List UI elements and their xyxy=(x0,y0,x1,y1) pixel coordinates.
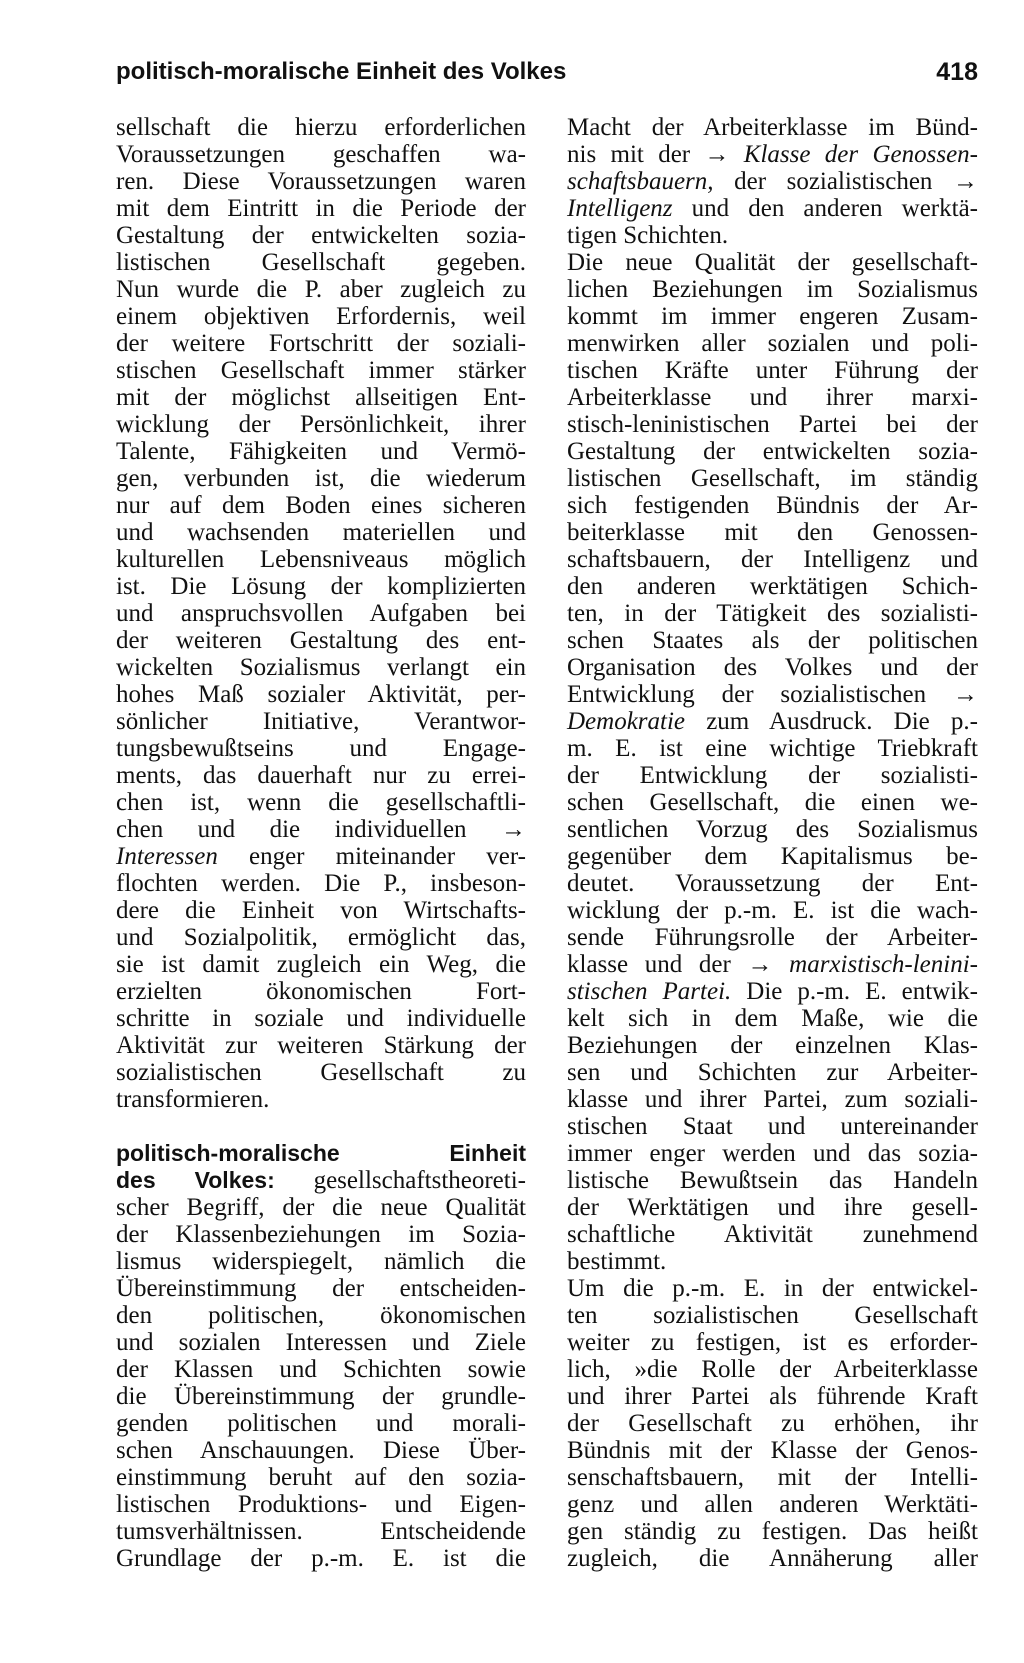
cross-reference: stischen Partei. xyxy=(567,978,732,1005)
text-line xyxy=(116,762,526,789)
text-line xyxy=(567,1545,978,1572)
line-text: schen Gesellschaft, die einen we- xyxy=(567,789,978,816)
line-text: der Klassenbeziehungen im Sozia- xyxy=(116,1221,526,1248)
cross-reference: marxistisch-lenini- xyxy=(789,951,978,978)
text-line xyxy=(116,276,526,303)
line-text: kulturellen Lebensniveaus möglich xyxy=(116,546,526,573)
text-line xyxy=(567,411,978,438)
line-text: nis mit der → xyxy=(567,141,744,168)
line-text: listischen Gesellschaft gegeben. xyxy=(116,249,526,276)
line-text: schaftliche Aktivität zunehmend xyxy=(567,1221,978,1248)
line-text: tigen Schichten. xyxy=(567,222,729,249)
line-text: enger miteinander ver- xyxy=(217,843,526,870)
line-text: deutet. Voraussetzung der Ent- xyxy=(567,870,978,897)
line-text: kelt sich in dem Maße, wie die xyxy=(567,1005,978,1032)
text-line xyxy=(116,1032,526,1059)
text-line xyxy=(567,1113,978,1140)
text-line xyxy=(116,1410,526,1437)
text-line xyxy=(116,1356,526,1383)
text-line xyxy=(116,627,526,654)
line-text: mit dem Eintritt in die Periode der xyxy=(116,195,526,222)
text-line xyxy=(116,924,526,951)
line-text: ten sozialistischen Gesellschaft xyxy=(567,1302,978,1329)
line-text: listischen Gesellschaft, im ständig xyxy=(567,465,978,492)
text-line xyxy=(116,303,526,330)
line-text: Organisation des Volkes und der xyxy=(567,654,978,681)
text-line xyxy=(116,978,526,1005)
line-text: und den anderen werktä- xyxy=(672,195,978,222)
text-line xyxy=(567,654,978,681)
text-line xyxy=(567,1356,978,1383)
text-line xyxy=(567,627,978,654)
line-text: gen ständig zu festigen. Das heißt xyxy=(567,1518,978,1545)
text-line xyxy=(567,1221,978,1248)
line-text: Arbeiterklasse und ihrer marxi- xyxy=(567,384,978,411)
line-text: stisch-leninistischen Partei bei der xyxy=(567,411,978,438)
line-text: der Entwicklung der sozialisti- xyxy=(567,762,978,789)
running-head-title: politisch-moralische Einheit des Volkes xyxy=(116,58,567,85)
line-text: Übereinstimmung der entscheiden- xyxy=(116,1275,526,1302)
text-line xyxy=(116,492,526,519)
text-line xyxy=(567,1059,978,1086)
text-line xyxy=(116,1221,526,1248)
text-line xyxy=(567,519,978,546)
line-text: und ihrer Partei als führende Kraft xyxy=(567,1383,978,1410)
line-text: und Sozialpolitik, ermöglicht das, xyxy=(116,924,526,951)
text-line xyxy=(116,681,526,708)
line-text: dere die Einheit von Wirtschafts- xyxy=(116,897,526,924)
text-line xyxy=(116,1329,526,1356)
text-line xyxy=(116,222,526,249)
text-line xyxy=(116,654,526,681)
text-line xyxy=(116,1248,526,1275)
text-line xyxy=(116,1491,526,1518)
cross-reference: schaftsbauern, xyxy=(567,168,714,195)
line-text: Gestaltung der entwickelten sozia- xyxy=(116,222,526,249)
cross-reference: Demokratie xyxy=(567,708,686,735)
text-line xyxy=(567,978,978,1005)
text-line xyxy=(116,573,526,600)
text-line xyxy=(567,762,978,789)
line-text: der sozialistischen → xyxy=(713,168,978,195)
line-text: gegenüber dem Kapitalismus be- xyxy=(567,843,978,870)
line-text: Grundlage der p.-m. E. ist die xyxy=(116,1545,526,1572)
left-text-column xyxy=(116,114,526,1572)
text-line xyxy=(116,249,526,276)
text-line xyxy=(116,708,526,735)
line-text: immer enger werden und das sozia- xyxy=(567,1140,978,1167)
text-line xyxy=(567,168,978,195)
text-line xyxy=(116,357,526,384)
text-line xyxy=(116,735,526,762)
line-text: wicklung der p.-m. E. ist die wach- xyxy=(567,897,978,924)
line-text: zugleich, die Annäherung aller xyxy=(567,1545,978,1572)
text-line xyxy=(567,1140,978,1167)
text-line xyxy=(116,465,526,492)
line-text: wickelten Sozialismus verlangt ein xyxy=(116,654,526,681)
line-text: der Werktätigen und ihre gesell- xyxy=(567,1194,978,1221)
page-number: 418 xyxy=(936,58,978,86)
line-text: Beziehungen der einzelnen Klas- xyxy=(567,1032,978,1059)
text-line xyxy=(116,600,526,627)
line-text: einstimmung beruht auf den sozia- xyxy=(116,1464,526,1491)
text-line xyxy=(567,600,978,627)
text-line xyxy=(116,1194,526,1221)
text-line xyxy=(116,1383,526,1410)
text-line xyxy=(567,1086,978,1113)
text-line xyxy=(567,114,978,141)
text-line xyxy=(567,222,978,249)
line-text: erzielten ökonomischen Fort- xyxy=(116,978,526,1005)
text-line xyxy=(567,735,978,762)
text-line xyxy=(567,1329,978,1356)
line-text: und wachsenden materiellen und xyxy=(116,519,526,546)
text-line xyxy=(567,816,978,843)
text-line xyxy=(567,465,978,492)
line-text: genden politischen und morali- xyxy=(116,1410,526,1437)
text-line xyxy=(567,276,978,303)
line-text: tischen Kräfte unter Führung der xyxy=(567,357,978,384)
line-text: tungsbewußtseins und Engage- xyxy=(116,735,526,762)
running-header xyxy=(116,56,978,96)
text-line xyxy=(116,114,526,141)
text-line xyxy=(567,573,978,600)
text-line xyxy=(116,1086,526,1113)
headword: des Volkes: xyxy=(116,1167,275,1193)
text-line xyxy=(567,1464,978,1491)
line-text: transformieren. xyxy=(116,1086,270,1113)
line-text: lichen Beziehungen im Sozialismus xyxy=(567,276,978,303)
text-line xyxy=(116,519,526,546)
line-text: Voraussetzungen geschaffen wa- xyxy=(116,141,526,168)
line-text: und sozialen Interessen und Ziele xyxy=(116,1329,526,1356)
text-line xyxy=(567,1248,978,1275)
line-text: menwirken aller sozialen und poli- xyxy=(567,330,978,357)
text-line xyxy=(567,897,978,924)
cross-reference: Interessen xyxy=(116,843,218,870)
text-line xyxy=(116,816,526,843)
text-line xyxy=(567,303,978,330)
text-line xyxy=(116,195,526,222)
line-text: Entwicklung der sozialistischen → xyxy=(567,681,978,708)
text-line xyxy=(116,1005,526,1032)
text-line xyxy=(116,1059,526,1086)
text-line xyxy=(567,1383,978,1410)
text-line xyxy=(116,843,526,870)
line-text: der weitere Fortschritt der soziali- xyxy=(116,330,526,357)
text-line xyxy=(567,1491,978,1518)
line-text: sen und Schichten zur Arbeiter- xyxy=(567,1059,978,1086)
line-text: scher Begriff, der die neue Qualität xyxy=(116,1194,526,1221)
line-text: der Klassen und Schichten sowie xyxy=(116,1356,526,1383)
text-line xyxy=(116,1437,526,1464)
line-text: den politischen, ökonomischen xyxy=(116,1302,526,1329)
text-line xyxy=(567,141,978,168)
line-text: lich, »die Rolle der Arbeiterklasse xyxy=(567,1356,978,1383)
text-line xyxy=(567,1032,978,1059)
line-text: sende Führungsrolle der Arbeiter- xyxy=(567,924,978,951)
text-line xyxy=(116,546,526,573)
line-text: sellschaft die hierzu erforderlichen xyxy=(116,114,526,141)
line-text: Gestaltung der entwickelten sozia- xyxy=(567,438,978,465)
text-line xyxy=(116,411,526,438)
line-text: ist. Die Lösung der komplizierten xyxy=(116,573,526,600)
text-line xyxy=(116,330,526,357)
line-text: tumsverhältnissen. Entscheidende xyxy=(116,1518,526,1545)
text-line xyxy=(567,384,978,411)
line-text: ten, in der Tätigkeit des sozialisti- xyxy=(567,600,978,627)
line-text: flochten werden. Die P., insbeson- xyxy=(116,870,526,897)
line-text: gesellschaftstheoreti- xyxy=(274,1167,526,1194)
text-line xyxy=(116,168,526,195)
line-text: Talente, Fähigkeiten und Vermö- xyxy=(116,438,526,465)
text-line xyxy=(116,438,526,465)
line-text: zum Ausdruck. Die p.- xyxy=(685,708,978,735)
line-text: der Gesellschaft zu erhöhen, ihr xyxy=(567,1410,978,1437)
line-text: kommt im immer engeren Zusam- xyxy=(567,303,978,330)
text-line xyxy=(116,789,526,816)
headword: politisch-moralische Einheit xyxy=(116,1140,526,1166)
text-line xyxy=(567,1518,978,1545)
text-line xyxy=(567,1275,978,1302)
line-text: chen und die individuellen → xyxy=(116,816,526,843)
text-line xyxy=(567,1410,978,1437)
text-line xyxy=(567,1194,978,1221)
entry-headword-line xyxy=(116,1167,526,1194)
line-text: Um die p.-m. E. in der entwickel- xyxy=(567,1275,978,1302)
line-text: klasse und der → xyxy=(567,951,790,978)
line-text: gen, verbunden ist, die wiederum xyxy=(116,465,526,492)
line-text: schen Anschauungen. Diese Über- xyxy=(116,1437,526,1464)
right-text-column xyxy=(567,114,978,1572)
text-line xyxy=(567,843,978,870)
text-line xyxy=(116,897,526,924)
text-line xyxy=(116,1302,526,1329)
text-line xyxy=(116,1518,526,1545)
cross-reference: Intelligenz xyxy=(567,195,673,222)
text-line xyxy=(116,1464,526,1491)
line-text: sozialistischen Gesellschaft zu xyxy=(116,1059,526,1086)
text-line xyxy=(567,438,978,465)
text-line xyxy=(567,681,978,708)
text-line xyxy=(567,1302,978,1329)
line-text: listische Bewußtsein das Handeln xyxy=(567,1167,978,1194)
text-line xyxy=(567,330,978,357)
text-line xyxy=(567,870,978,897)
line-text: ments, das dauerhaft nur zu errei- xyxy=(116,762,526,789)
line-text: sentlichen Vorzug des Sozialismus xyxy=(567,816,978,843)
text-line xyxy=(567,1167,978,1194)
line-text: wicklung der Persönlichkeit, ihrer xyxy=(116,411,526,438)
line-text: einem objektiven Erfordernis, weil xyxy=(116,303,526,330)
text-line xyxy=(116,1275,526,1302)
line-text: Nun wurde die P. aber zugleich zu xyxy=(116,276,526,303)
line-text: klasse und ihrer Partei, zum soziali- xyxy=(567,1086,978,1113)
line-text: schritte in soziale und individuelle xyxy=(116,1005,526,1032)
line-text: Bündnis mit der Klasse der Genos- xyxy=(567,1437,978,1464)
text-line xyxy=(116,384,526,411)
line-text: weiter zu festigen, ist es erforder- xyxy=(567,1329,978,1356)
line-text: bestimmt. xyxy=(567,1248,667,1275)
text-line xyxy=(567,951,978,978)
text-line xyxy=(567,249,978,276)
text-line xyxy=(116,141,526,168)
text-line xyxy=(567,357,978,384)
line-text: hohes Maß sozialer Aktivität, per- xyxy=(116,681,526,708)
text-line xyxy=(567,1005,978,1032)
line-text: den anderen werktätigen Schich- xyxy=(567,573,978,600)
line-text: senschaftsbauern, mit der Intelli- xyxy=(567,1464,978,1491)
line-text: schaftsbauern, der Intelligenz und xyxy=(567,546,978,573)
line-text: stischen Gesellschaft immer stärker xyxy=(116,357,526,384)
entry-headword-line xyxy=(116,1140,526,1167)
text-line xyxy=(116,951,526,978)
line-text: ren. Diese Voraussetzungen waren xyxy=(116,168,526,195)
text-line xyxy=(567,708,978,735)
line-text: die Übereinstimmung der grundle- xyxy=(116,1383,526,1410)
line-text: Die neue Qualität der gesellschaft- xyxy=(567,249,978,276)
text-line xyxy=(567,195,978,222)
line-text: Die p.-m. E. entwik- xyxy=(731,978,978,1005)
line-text: chen ist, wenn die gesellschaftli- xyxy=(116,789,526,816)
text-line xyxy=(567,1437,978,1464)
line-text: m. E. ist eine wichtige Triebkraft xyxy=(567,735,978,762)
line-text: listischen Produktions- und Eigen- xyxy=(116,1491,526,1518)
text-line xyxy=(116,870,526,897)
line-text: sie ist damit zugleich ein Weg, die xyxy=(116,951,526,978)
line-text: nur auf dem Boden eines sicheren xyxy=(116,492,526,519)
line-text: lismus widerspiegelt, nämlich die xyxy=(116,1248,526,1275)
text-line xyxy=(567,546,978,573)
line-text: der weiteren Gestaltung des ent- xyxy=(116,627,526,654)
line-text: Macht der Arbeiterklasse im Bünd- xyxy=(567,114,978,141)
line-text: genz und allen anderen Werktäti- xyxy=(567,1491,978,1518)
cross-reference: Klasse der Genossen- xyxy=(743,141,979,168)
text-line xyxy=(567,789,978,816)
line-text: sönlicher Initiative, Verantwor- xyxy=(116,708,526,735)
line-text: beiterklasse mit den Genossen- xyxy=(567,519,978,546)
line-text: stischen Staat und untereinander xyxy=(567,1113,978,1140)
paragraph-gap xyxy=(116,1113,526,1140)
text-line xyxy=(567,492,978,519)
text-line xyxy=(567,924,978,951)
line-text: schen Staates als der politischen xyxy=(567,627,978,654)
line-text: Aktivität zur weiteren Stärkung der xyxy=(116,1032,526,1059)
line-text: und anspruchsvollen Aufgaben bei xyxy=(116,600,526,627)
text-line xyxy=(116,1545,526,1572)
line-text: mit der möglichst allseitigen Ent- xyxy=(116,384,526,411)
line-text: sich festigenden Bündnis der Ar- xyxy=(567,492,978,519)
